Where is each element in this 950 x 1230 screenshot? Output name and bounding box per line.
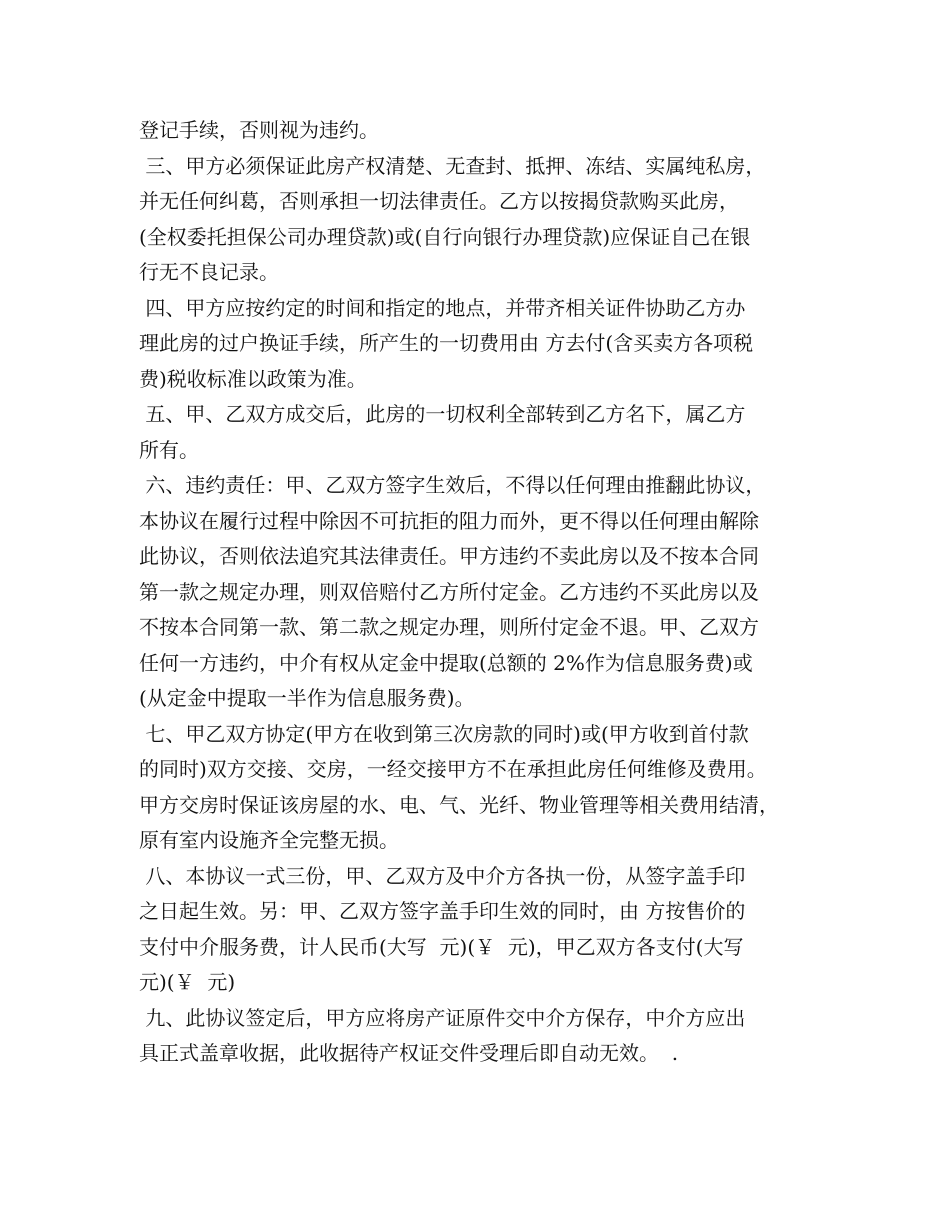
text-line: 五、甲、乙双方成交后，此房的一切权利全部转到乙方名下，属乙方: [139, 402, 746, 426]
text-line: 本协议在履行过程中除因不可抗拒的阻力而外，更不得以任何理由解除: [139, 508, 759, 533]
text-line: 第一款之规定办理，则双倍赔付乙方所付定金。乙方违约不买此房以及: [139, 579, 759, 604]
text-line: 并无任何纠葛，否则承担一切法律责任。乙方以按揭贷款购买此房，: [139, 189, 739, 213]
text-line: 原有室内设施齐全完整无损。: [139, 828, 399, 852]
text-line: 费)税收标准以政策为准。: [139, 366, 367, 391]
text-line: 不按本合同第一款、第二款之规定办理，则所付定金不退。甲、乙双方: [139, 615, 759, 639]
text-line: 三、甲方必须保证此房产权清楚、无查封、抵押、冻结、实属纯私房，: [139, 153, 766, 178]
text-line: 的同时)双方交接、交房，一经交接甲方不在承担此房任何维修及费用。: [139, 757, 767, 781]
text-line: 八、本协议一式三份，甲、乙双方及中介方各执一份，从签字盖手印: [139, 863, 746, 888]
text-line: (从定金中提取一半作为信息服务费)。: [139, 686, 475, 710]
text-line: 九、此协议签定后，甲方应将房产证原件交中介方保存，中介方应出: [139, 1005, 746, 1030]
text-line: 元)(￥ 元): [139, 970, 236, 994]
text-line: 登记手续，否则视为违约。: [139, 118, 379, 142]
text-line: (全权委托担保公司办理贷款)或(自行向银行办理贷款)应保证自己在银: [139, 224, 751, 249]
text-line: 甲方交房时保证该房屋的水、电、气、光纤、物业管理等相关费用结清，: [139, 792, 779, 817]
text-line: 具正式盖章收据，此收据待产权证交件受理后即自动无效。 .: [139, 1041, 679, 1065]
text-line: 任何一方违约，中介有权从定金中提取(总额的 2%作为信息服务费)或: [139, 650, 753, 675]
text-line: 此协议，否则依法追究其法律责任。甲方违约不卖此房以及不按本合同: [139, 544, 759, 568]
text-line: 行无不良记录。: [139, 260, 279, 284]
text-line: 理此房的过户换证手续，所产生的一切费用由 方去付(含买卖方各项税: [139, 331, 754, 355]
text-line: 所有。: [139, 437, 199, 462]
text-line: 支付中介服务费，计人民币(大写 元)(￥ 元)，甲乙双方各支付(大写: [139, 934, 744, 959]
text-line: 七、甲乙双方协定(甲方在收到第三次房款的同时)或(甲方收到首付款: [139, 721, 749, 746]
contract-text: [139, 113, 839, 1072]
text-line: 四、甲方应按约定的时间和指定的地点，并带齐相关证件协助乙方办: [139, 295, 746, 320]
text-line: 之日起生效。另：甲、乙双方签字盖手印生效的同时，由 方按售价的: [139, 899, 746, 923]
text-line: 六、违约责任：甲、乙双方签字生效后，不得以任何理由推翻此协议，: [139, 473, 766, 497]
